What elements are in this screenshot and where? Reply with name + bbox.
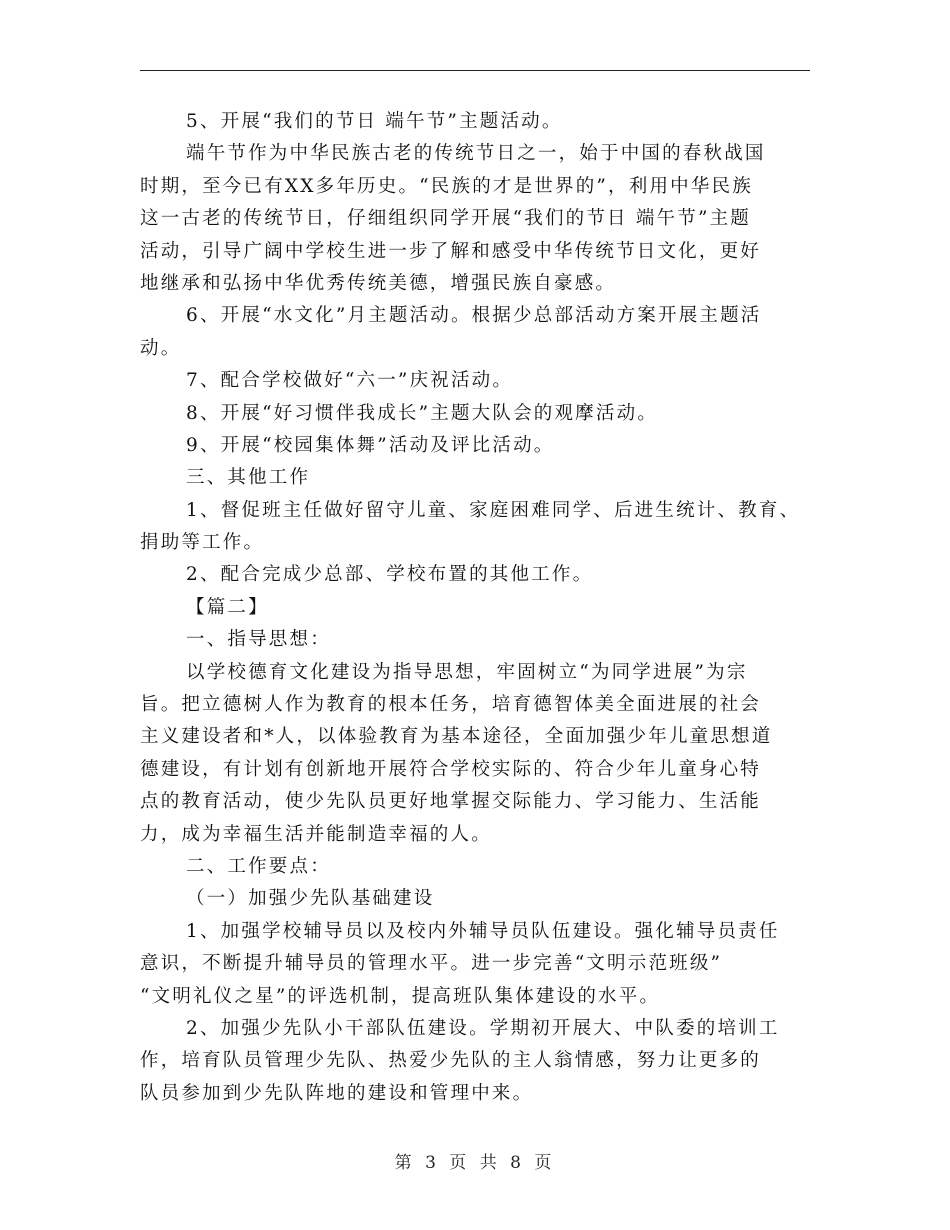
text-line: “文明礼仪之星”的评选机制，提高班队集体建设的水平。 <box>140 985 661 1007</box>
text-line: 地继承和弘扬中华优秀传统美德，增强民族自豪感。 <box>140 272 617 294</box>
text-line: 6、开展“水文化”月主题活动。根据少总部活动方案开展主题活 <box>186 305 762 327</box>
text-line: 5、开展“我们的节日 端午节”主题活动。 <box>186 111 563 132</box>
text-line: 旨。把立德树人作为教育的根本任务，培育德智体美全面进展的社会 <box>140 694 762 716</box>
text-line: 捐助等工作。 <box>140 532 265 554</box>
header-rule <box>140 70 810 71</box>
text-line: 主义建设者和*人，以体验教育为基本途径，全面加强少年儿童思想道 <box>140 726 773 748</box>
text-line: 一、指导思想： <box>186 629 331 651</box>
text-line: 8、开展“好习惯伴我成长”主题大队会的观摩活动。 <box>186 402 658 424</box>
text-line: 2、配合完成少总部、学校布置的其他工作。 <box>186 564 594 586</box>
text-line: 1、督促班主任做好留守儿童、家庭困难同学、后进生统计、教育、 <box>186 499 801 521</box>
text-line: 二、工作要点： <box>186 855 331 877</box>
text-line: 力，成为幸福生活并能制造幸福的人。 <box>140 823 492 845</box>
text-line: 这一古老的传统节日，仔细组织同学开展“我们的节日 端午节”主题 <box>140 208 751 230</box>
text-line: 动。 <box>140 337 182 359</box>
text-line: 端午节作为中华民族古老的传统节日之一，始于中国的春秋战国 <box>186 143 766 165</box>
text-line: 以学校德育文化建设为指导思想，牢固树立“为同学进展”为宗 <box>186 661 748 683</box>
text-line: 三、其他工作 <box>186 467 311 489</box>
text-line: 点的教育活动，使少先队员更好地掌握交际能力、学习能力、生活能 <box>140 791 762 813</box>
document-body <box>140 106 820 1110</box>
text-line: 【篇二】 <box>186 596 269 618</box>
page-number-footer: 第 3 页 共 8 页 <box>394 1153 556 1173</box>
text-line: 2、加强少先队小干部队伍建设。学期初开展大、中队委的培训工 <box>186 1017 780 1039</box>
text-line: 9、开展“校园集体舞”活动及评比活动。 <box>186 434 555 456</box>
text-line: 德建设，有计划有创新地开展符合学校实际的、符合少年儿童身心特 <box>140 758 762 780</box>
text-line: 活动，引导广阔中学校生进一步了解和感受中华传统节日文化，更好 <box>140 240 762 262</box>
text-line: 意识，不断提升辅导员的管理水平。进一步完善“文明示范班级” <box>140 953 723 975</box>
text-line: 队员参加到少先队阵地的建设和管理中来。 <box>140 1082 534 1104</box>
text-line: 作，培育队员管理少先队、热爱少先队的主人翁情感，努力让更多的 <box>140 1050 762 1072</box>
text-line: （一）加强少先队基础建设 <box>186 888 435 910</box>
text-line: 7、配合学校做好“六一”庆祝活动。 <box>186 370 514 392</box>
text-line: 1、加强学校辅导员以及校内外辅导员队伍建设。强化辅导员责任 <box>186 920 780 942</box>
text-line: 时期，至今已有XX多年历史。“民族的才是世界的”，利用中华民族 <box>140 175 753 197</box>
